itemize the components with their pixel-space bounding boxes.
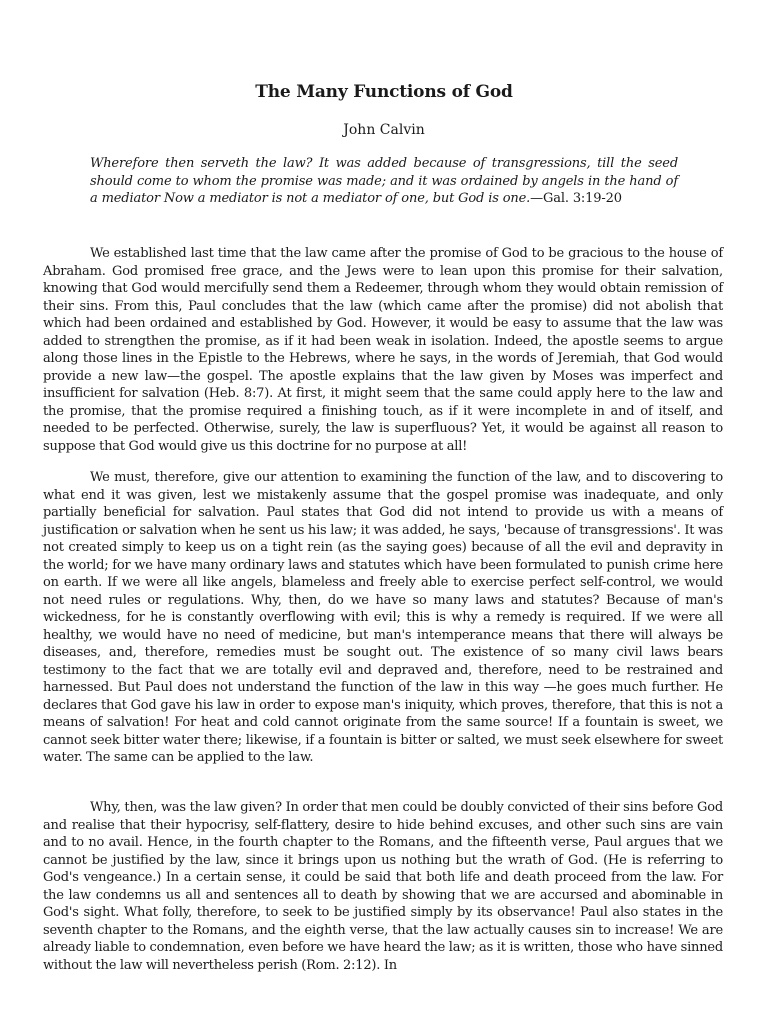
paragraph-2: We must, therefore, give our attention to examining the function of the law, and to discovering to what end it was given, lest we mistakenly assume that the gospel promise was inadequate, and only partially beneficial for salvation. Paul states that God did not intend to provide us with a means of justification or salvation when he sent us his law; it was added, he says, 'because of transgressions'. It was not created simply to keep us on a tight rein (as the saying goes) because of all the evil and depravity in the world; for we have many ordinary laws and statutes which have been formulated to punish crime here on earth. If we were all like angels, blameless and freely able to exercise perfect self-control, we would not need rules or regulations. Why, then, do we have so many laws and statutes? Because of man's wickedness, for he is constantly overflowing with evil; this is why a remedy is required. If we were all healthy, we would have no need of medicine, but man's intemperance means that there will always be diseases, and, therefore, remedies must be sought out. The existence of so many civil laws bears testimony to the fact that we are totally evil and depraved and, therefore, need to be restrained and harnessed. But Paul does not understand the function of the law in this way —he goes much further. He declares that God gave his law in order to expose man's iniquity, which proves, therefore, that this is not a means of salvation! For heat and cold cannot originate from the same source! If a fountain is sweet, we cannot seek bitter water there; likewise, if a fountain is bitter or salted, we must seek elsewhere for sweet water. The same can be applied to the law.	[43, 470, 723, 765]
paragraph-3: Why, then, was the law given? In order that men could be doubly convicted of their sins before God and realise that their hypocrisy, self-flattery, desire to hide behind excuses, and other such sins are vain and to no avail. Hence, in the fourth chapter to the Romans, and the fifteenth verse, Paul argues that we cannot be justified by the law, since it brings upon us nothing but the wrath of God. (He is referring to God's vengeance.) In a certain sense, it could be said that both life and death proceed from the law. For the law condemns us all and sentences all to death by showing that we are accursed and abominable in God's sight. What folly, therefore, to seek to be justified simply by its observance! Paul also states in the seventh chapter to the Romans, and the eighth verse, that the law actually causes sin to increase! We are already liable to condemnation, even before we have heard the law; as it is written, those who have sinned without the law will nevertheless perish (Rom. 2:12). In	[43, 800, 723, 973]
epigraph	[90, 155, 678, 208]
paragraph-1: We established last time that the law came after the promise of God to be gracious to the house of Abraham. God promised free grace, and the Jews were to lean upon this promise for their salvation, knowing that God would mercifully send them a Redeemer, through whom they would obtain remission of their sins. From this, Paul concludes that the law (which came after the promise) did not abolish that which had been ordained and established by God. However, it would be easy to assume that the law was added to strengthen the promise, as if it had been weak in isolation. Indeed, the apostle seems to argue along those lines in the Epistle to the Hebrews, where he says, in the words of Jeremiah, that God would provide a new law—the gospel. The apostle explains that the law given by Moses was imperfect and insufficient for salvation (Heb. 8:7). At first, it might seem that the same could apply here to the law and the promise, that the promise required a finishing touch, as if it were incomplete in and of itself, and needed to be perfected. Otherwise, surely, the law is superfluous? Yet, it would be against all reason to suppose that God would give us this doctrine for no purpose at all!	[43, 246, 723, 454]
epigraph-reference: —Gal. 3:19-20	[530, 191, 622, 206]
document-author: John Calvin	[343, 122, 425, 138]
epigraph-text: Wherefore then serveth the law? It was added because of transgressions, till the seed should come to whom the promise was made; and it was ordained by angels in the hand of a mediator Now a mediator is not a mediator of one, but God is one.	[90, 156, 678, 206]
document-title: The Many Functions of God	[255, 82, 513, 102]
